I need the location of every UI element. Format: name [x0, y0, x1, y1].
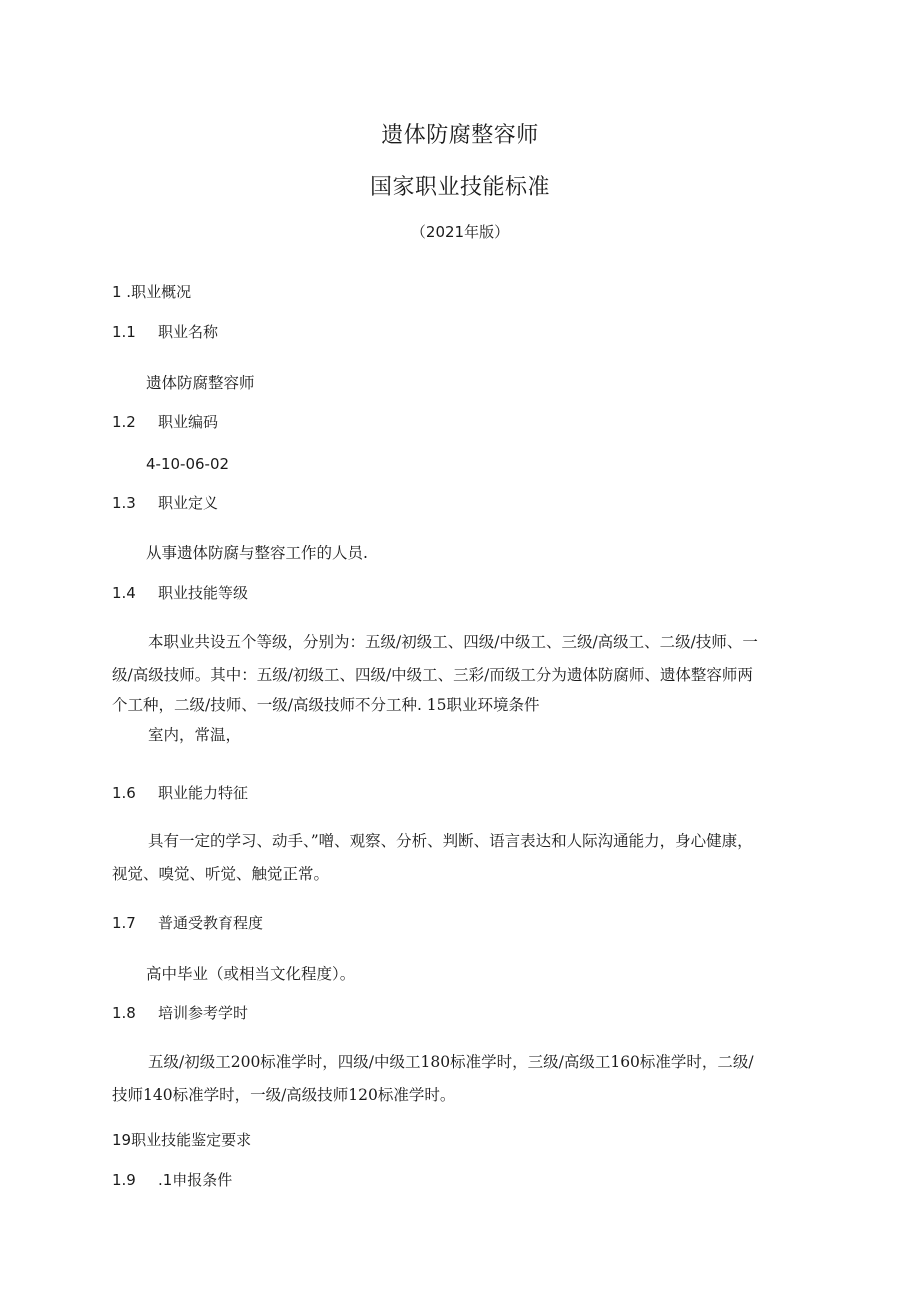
section-1-heading: 1 .职业概况	[112, 283, 192, 301]
section-label: 职业名称	[158, 323, 219, 341]
section-1-2-heading	[112, 411, 218, 432]
section-number: 1.6	[112, 784, 136, 802]
section-label: 培训参考学时	[158, 1004, 249, 1022]
section-1-3-heading	[112, 492, 218, 513]
section-label: 普通受教育程度	[158, 914, 264, 932]
section-1-9-1-heading	[112, 1169, 232, 1190]
section-1-9-heading: 19职业技能鉴定要求	[112, 1131, 252, 1149]
paragraph-line: 具有一定的学习、动手、”噌、观察、分析、判断、语言表达和人际沟通能力，身心健康，	[148, 832, 753, 850]
section-1-2-content: 4-10-06-02	[146, 455, 230, 473]
paragraph-line: 本职业共设五个等级，分别为：五级/初级工、四级/中级工、三级/高级工、二级/技师、一	[148, 633, 758, 651]
section-number: 1.7	[112, 914, 136, 932]
section-number: 1.4	[112, 584, 136, 602]
paragraph-line: 五级/初级工200标准学时，四级/中级工180标准学时，三级/高级工160标准学时，二级/	[148, 1053, 754, 1071]
section-1-7-heading	[112, 912, 263, 933]
section-number: 1.9	[112, 1171, 136, 1189]
section-1-8-heading	[112, 1002, 248, 1023]
section-number: 1.8	[112, 1004, 136, 1022]
section-1-3-content: 从事遗体防腐与整容工作的人员.	[146, 544, 368, 562]
section-1-4-heading	[112, 582, 248, 603]
section-1-1-heading	[112, 321, 218, 342]
section-label: 职业定义	[158, 494, 219, 512]
section-number: 1.3	[112, 494, 136, 512]
section-label: 职业能力特征	[158, 784, 249, 802]
paragraph-line: 技师140标准学时，一级/高级技师120标准学时。	[112, 1086, 456, 1104]
section-1-7-content: 高中毕业（或相当文化程度）。	[146, 965, 356, 983]
document-title-line1: 遗体防腐整容师	[381, 123, 539, 148]
section-1-1-content: 遗体防腐整容师	[146, 374, 255, 392]
paragraph-line: 个工种，二级/技师、一级/高级技师不分工种. 15职业环境条件	[112, 696, 540, 714]
section-1-6-heading	[112, 782, 248, 803]
section-label: .1申报条件	[158, 1171, 233, 1189]
section-1-4-paragraph	[112, 626, 824, 752]
paragraph-line: 室内，常温，	[148, 726, 242, 744]
section-1-8-paragraph	[112, 1046, 824, 1112]
section-label: 职业编码	[158, 413, 219, 431]
document-edition: （2021年版）	[410, 223, 510, 241]
section-1-6-paragraph	[112, 825, 824, 891]
paragraph-line: 视觉、嗅觉、听觉、触觉正常。	[112, 865, 330, 883]
paragraph-line: 级/高级技师。其中：五级/初级工、四级/中级工、三彩/而级工分为遗体防腐师、遗体整容师两	[112, 666, 753, 684]
section-number: 1.1	[112, 323, 136, 341]
section-number: 1.2	[112, 413, 136, 431]
document-title-line2: 国家职业技能标准	[369, 175, 550, 200]
section-label: 职业技能等级	[158, 584, 249, 602]
